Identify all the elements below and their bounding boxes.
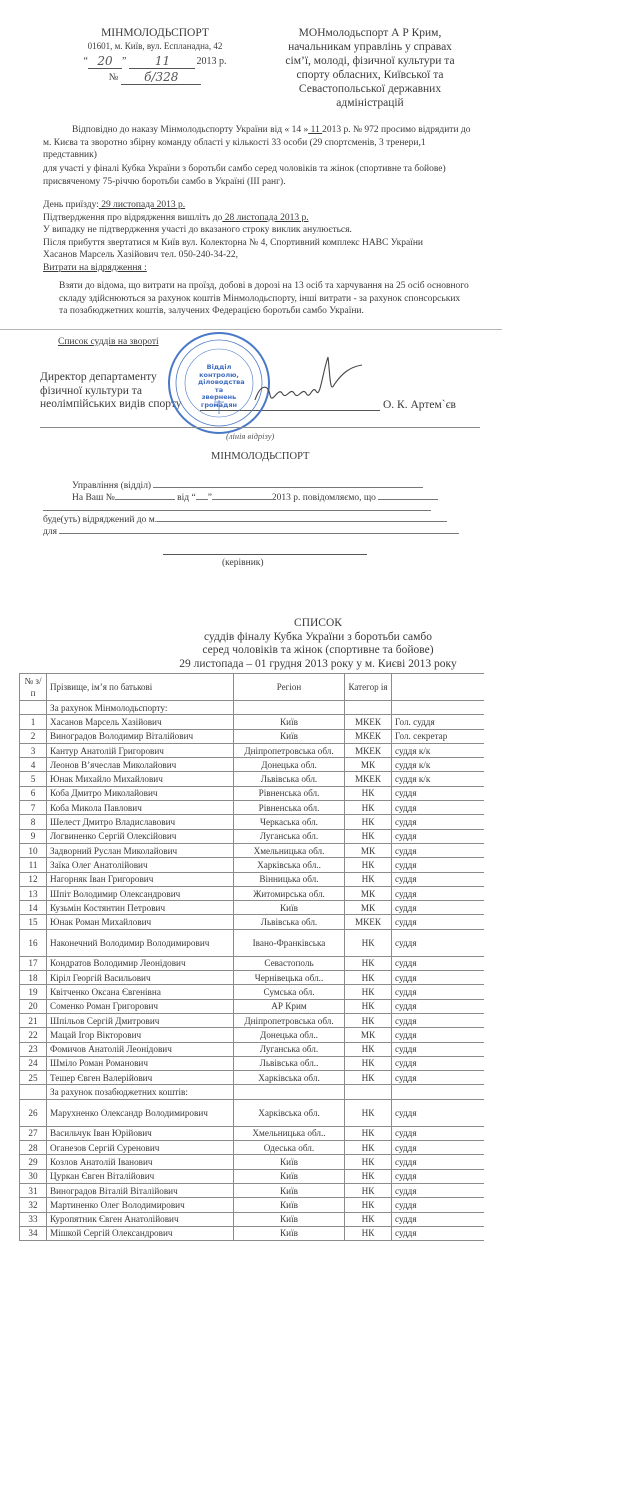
cell-role: суддя bbox=[392, 843, 485, 857]
cell-name: Кузьмін Костянтин Петрович bbox=[47, 901, 234, 915]
cell-role: суддя bbox=[392, 971, 485, 985]
confirm-deadline: Підтвердження про відрядження вишліть до 28 листопада 2013 р. bbox=[43, 212, 309, 223]
col-header-name: Прізвище, ім’я по батькові bbox=[47, 674, 234, 701]
purpose-paragraph: для участі у фіналі Кубка України з боротьби самбо серед чоловіків та жінок (спортивне та бойове) присвяченому 75-річчю боротьби самбо в Україні (ІІІ ранг). bbox=[43, 164, 446, 187]
cell-number: 33 bbox=[20, 1212, 47, 1226]
table-body bbox=[20, 701, 485, 1241]
cell-role: суддя bbox=[392, 985, 485, 999]
cell-number: 20 bbox=[20, 999, 47, 1013]
cell-category: НК bbox=[345, 1042, 392, 1056]
cell-region: Івано-Франківська bbox=[234, 929, 345, 956]
table-row bbox=[20, 985, 485, 999]
cell-region: Севастополь bbox=[234, 956, 345, 970]
table-row bbox=[20, 971, 485, 985]
col-header-number: № з/п bbox=[20, 674, 47, 701]
cell-name: Цуркан Євген Віталійович bbox=[47, 1169, 234, 1183]
cell-number: 26 bbox=[20, 1099, 47, 1126]
cell-number: 18 bbox=[20, 971, 47, 985]
cell-role: суддя bbox=[392, 956, 485, 970]
cut-line bbox=[40, 427, 480, 428]
list-subtitle: 29 листопада – 01 грудня 2013 року у м. Києві 2013 року bbox=[179, 657, 457, 670]
table-row bbox=[20, 956, 485, 970]
cell-category: НК bbox=[345, 801, 392, 815]
expenses-label: Витрати на відрядження : bbox=[43, 262, 147, 273]
cell-name: Мішкой Сергій Олександрович bbox=[47, 1226, 234, 1240]
cell-category: МК bbox=[345, 758, 392, 772]
cell-name: Марухненко Олександр Володимирович bbox=[47, 1099, 234, 1126]
cell-region: Луганська обл. bbox=[234, 1042, 345, 1056]
letter-date: “ 20 ” 11 2013 р. bbox=[83, 54, 227, 68]
head-signature-line bbox=[163, 554, 367, 555]
table-row bbox=[20, 1042, 485, 1056]
cell-category: МКЕК bbox=[345, 743, 392, 757]
cell-region: Дніпропетровська обл. bbox=[234, 743, 345, 757]
table-row bbox=[20, 999, 485, 1013]
recipient-line: сім’ї, молоді, фізичної культури та bbox=[285, 55, 455, 67]
section-row bbox=[20, 701, 485, 715]
cell-role: суддя к/к bbox=[392, 772, 485, 786]
cell-number: 8 bbox=[20, 815, 47, 829]
cell-region: Луганська обл. bbox=[234, 829, 345, 843]
cell-number: 16 bbox=[20, 929, 47, 956]
table-row bbox=[20, 715, 485, 729]
list-subtitle: серед чоловіків та жінок (спортивне та бойове) bbox=[202, 644, 434, 656]
table-row bbox=[20, 758, 485, 772]
cell-name: Леонов В’ячеслав Миколайович bbox=[47, 758, 234, 772]
cell-region: Хмельницька обл.. bbox=[234, 1126, 345, 1140]
cell-role: суддя к/к bbox=[392, 743, 485, 757]
cell-region: Рівненська обл. bbox=[234, 801, 345, 815]
cell-category: МК bbox=[345, 901, 392, 915]
signatory-position: Директор департаменту фізичної культури та неолімпійських видів спорту bbox=[40, 371, 182, 410]
sender-org: МІНМОЛОДЬСПОРТ bbox=[101, 27, 209, 39]
cell-name: Шпільов Сергій Дмитрович bbox=[47, 1013, 234, 1027]
cell-name: Мацай Ігор Вікторович bbox=[47, 1028, 234, 1042]
intro-paragraph: Відповідно до наказу Мінмолодьспорту України від « 14 » 11 2013 р. № 972 просимо відрядити до м. Києва та зворотно збірну команду області у кількості 33 особи (29 спортсменів, 3 тренери,1 представник) bbox=[43, 125, 471, 160]
recipient-block bbox=[280, 26, 460, 110]
recipient-line: адміністрацій bbox=[336, 97, 404, 109]
cell-role: суддя bbox=[392, 915, 485, 929]
cell-number: 23 bbox=[20, 1042, 47, 1056]
cell-name: Заїка Олег Анатолійович bbox=[47, 858, 234, 872]
cancel-note: У випадку не підтвердження участі до вказаного строку виклик анулюється. bbox=[43, 225, 352, 235]
cell-number: 7 bbox=[20, 801, 47, 815]
cell-role: суддя bbox=[392, 901, 485, 915]
table-row bbox=[20, 786, 485, 800]
cell-region: Харківська обл.. bbox=[234, 858, 345, 872]
reply-for-line: для bbox=[43, 523, 459, 539]
cell-number: 10 bbox=[20, 843, 47, 857]
reply-day-field[interactable] bbox=[196, 489, 208, 500]
table-row bbox=[20, 858, 485, 872]
after-arrival: Після прибуття звертатися м Київ вул. Колекторна № 4, Спортивний комплекс НАВС України bbox=[43, 237, 424, 248]
cell-number: 21 bbox=[20, 1013, 47, 1027]
cell-role: суддя bbox=[392, 1099, 485, 1126]
table-row bbox=[20, 886, 485, 900]
table-row bbox=[20, 801, 485, 815]
reply-org: МІНМОЛОДЬСПОРТ bbox=[211, 451, 310, 462]
cell-role: суддя bbox=[392, 1056, 485, 1070]
contact-person: Хасанов Марсель Хазійович тел. 050-240-34-22, bbox=[43, 250, 238, 260]
cell-role: суддя bbox=[392, 872, 485, 886]
table-row bbox=[20, 829, 485, 843]
cell-role: суддя bbox=[392, 815, 485, 829]
cell-number: 32 bbox=[20, 1198, 47, 1212]
cell-number: 29 bbox=[20, 1155, 47, 1169]
section-label: За рахунок Мінмолодьспорту: bbox=[47, 701, 234, 715]
table-row bbox=[20, 1099, 485, 1126]
cell-name: Нагорняк Іван Григорович bbox=[47, 872, 234, 886]
table-row bbox=[20, 1212, 485, 1226]
recipient-line: Севастопольської державних bbox=[298, 83, 442, 95]
cell-category: МК bbox=[345, 843, 392, 857]
cell-region: Київ bbox=[234, 715, 345, 729]
cell-region: Київ bbox=[234, 1212, 345, 1226]
cell-category: НК bbox=[345, 985, 392, 999]
cell-category: МК bbox=[345, 886, 392, 900]
list-title-block bbox=[0, 617, 636, 671]
cell-category: МКЕК bbox=[345, 729, 392, 743]
head-label: (керівник) bbox=[222, 558, 264, 568]
cell-role: суддя bbox=[392, 886, 485, 900]
divider bbox=[0, 329, 502, 330]
logistics-block bbox=[43, 199, 483, 274]
cell-name: Кантур Анатолій Григорович bbox=[47, 743, 234, 757]
letter-number-value: б/328 bbox=[121, 70, 201, 85]
cell-name: Виноградов Віталій Віталійович bbox=[47, 1183, 234, 1197]
table-row bbox=[20, 1226, 485, 1240]
cell-name: Мартиненко Олег Володимирович bbox=[47, 1198, 234, 1212]
cell-category: НК bbox=[345, 1126, 392, 1140]
cell-number: 25 bbox=[20, 1071, 47, 1085]
cell-category: НК bbox=[345, 1212, 392, 1226]
cell-name: Квітченко Оксана Євгенівна bbox=[47, 985, 234, 999]
cell-category: НК bbox=[345, 858, 392, 872]
recipient-line: начальникам управлінь у справах bbox=[288, 41, 452, 53]
cell-region: Львівська обл. bbox=[234, 915, 345, 929]
cell-region: Київ bbox=[234, 729, 345, 743]
cell-role: суддя bbox=[392, 1155, 485, 1169]
cell-role: суддя bbox=[392, 801, 485, 815]
table-row bbox=[20, 772, 485, 786]
cell-category: НК bbox=[345, 786, 392, 800]
cell-category: НК bbox=[345, 971, 392, 985]
cell-region: Хмельницька обл. bbox=[234, 843, 345, 857]
cell-name: Тешер Євген Валерійович bbox=[47, 1071, 234, 1085]
cell-number: 9 bbox=[20, 829, 47, 843]
cell-name: Шміло Роман Романович bbox=[47, 1056, 234, 1070]
cell-name: Соменко Роман Григорович bbox=[47, 999, 234, 1013]
cell-number: 24 bbox=[20, 1056, 47, 1070]
section-label: За рахунок позабюджетних коштів: bbox=[47, 1085, 234, 1099]
cell-role: суддя bbox=[392, 999, 485, 1013]
cell-role: суддя bbox=[392, 1198, 485, 1212]
col-header-role bbox=[392, 674, 485, 701]
cell-category: НК bbox=[345, 1071, 392, 1085]
cell-role: суддя bbox=[392, 1183, 485, 1197]
cell-region: Київ bbox=[234, 1226, 345, 1240]
cell-name: Наконечний Володимир Володимирович bbox=[47, 929, 234, 956]
reply-month-field[interactable] bbox=[212, 489, 272, 500]
cell-name: Козлов Анатолій Іванович bbox=[47, 1155, 234, 1169]
cell-number: 27 bbox=[20, 1126, 47, 1140]
cell-category: НК bbox=[345, 829, 392, 843]
cell-name: Виноградов Володимир Віталійович bbox=[47, 729, 234, 743]
cell-name: Куропятник Євген Анатолійович bbox=[47, 1212, 234, 1226]
table-row bbox=[20, 901, 485, 915]
cell-number: 17 bbox=[20, 956, 47, 970]
cell-region: Дніпропетровська обл. bbox=[234, 1013, 345, 1027]
reply-number-field[interactable] bbox=[115, 489, 175, 500]
cell-role: Гол. секретар bbox=[392, 729, 485, 743]
table-row bbox=[20, 843, 485, 857]
cell-region: Київ bbox=[234, 1183, 345, 1197]
cell-category: НК bbox=[345, 929, 392, 956]
cell-number: 30 bbox=[20, 1169, 47, 1183]
cell-category: НК bbox=[345, 956, 392, 970]
table-row bbox=[20, 1013, 485, 1027]
cell-role: суддя bbox=[392, 1042, 485, 1056]
cell-role: суддя bbox=[392, 1169, 485, 1183]
cell-role: суддя bbox=[392, 1212, 485, 1226]
cell-region: Харківська обл. bbox=[234, 1099, 345, 1126]
cell-region: Київ bbox=[234, 1198, 345, 1212]
cell-category: НК bbox=[345, 872, 392, 886]
purpose-field[interactable] bbox=[59, 523, 459, 534]
table-row bbox=[20, 1056, 485, 1070]
cell-role: суддя bbox=[392, 1126, 485, 1140]
cell-number: 3 bbox=[20, 743, 47, 757]
cell-role: Гол. суддя bbox=[392, 715, 485, 729]
cell-name: Шелест Дмитро Владиславович bbox=[47, 815, 234, 829]
cell-category: НК bbox=[345, 1198, 392, 1212]
cell-category: НК bbox=[345, 1155, 392, 1169]
cell-name: Васильчук Іван Юрійович bbox=[47, 1126, 234, 1140]
order-month: 11 bbox=[308, 125, 323, 135]
cell-category: МК bbox=[345, 1028, 392, 1042]
cell-region: Чернівецька обл.. bbox=[234, 971, 345, 985]
table-row bbox=[20, 743, 485, 757]
letter-number: № б/328 bbox=[60, 69, 250, 85]
cell-name: Хасанов Марсель Хазійович bbox=[47, 715, 234, 729]
cell-category: НК bbox=[345, 1141, 392, 1155]
table-row bbox=[20, 915, 485, 929]
date-month: 11 bbox=[129, 54, 195, 69]
cell-category: НК bbox=[345, 999, 392, 1013]
cell-number: 11 bbox=[20, 858, 47, 872]
cell-number: 19 bbox=[20, 985, 47, 999]
reply-dept-line: Управління (відділ) bbox=[72, 477, 423, 493]
section-row bbox=[20, 1085, 485, 1099]
list-subtitle: суддів фіналу Кубка України з боротьби самбо bbox=[204, 630, 432, 643]
signatory-name: О. К. Артем`єв bbox=[383, 399, 456, 411]
table-row bbox=[20, 815, 485, 829]
cell-region: Вінницька обл. bbox=[234, 872, 345, 886]
table-row bbox=[20, 1183, 485, 1197]
cell-role: суддя bbox=[392, 1071, 485, 1085]
expenses-text: Взяти до відома, що витрати на проїзд, добові в дорозі на 13 осіб та харчування на 25 осіб основного складу здійснюються за рахунок коштів Мінмолодьспорту, інші витрати - за рахунок спонсорських та позабюджетних коштів, залучених Федерацією боротьби самбо України. bbox=[59, 281, 469, 316]
table-header-row bbox=[20, 674, 485, 701]
cell-region: Житомирська обл. bbox=[234, 886, 345, 900]
cell-name: Логвиненко Сергій Олексійович bbox=[47, 829, 234, 843]
col-header-category: Категор ія bbox=[345, 674, 392, 701]
table-row bbox=[20, 929, 485, 956]
judges-table bbox=[19, 673, 484, 1241]
cell-number: 31 bbox=[20, 1183, 47, 1197]
cell-number: 4 bbox=[20, 758, 47, 772]
cell-category: НК bbox=[345, 1099, 392, 1126]
cell-region: Київ bbox=[234, 1169, 345, 1183]
cell-number: 28 bbox=[20, 1141, 47, 1155]
sender-block bbox=[60, 26, 250, 85]
reply-who-field[interactable] bbox=[378, 489, 438, 500]
judges-list-note: Список суддів на звороті bbox=[58, 337, 159, 347]
cell-name: Шпіт Володимир Олександрович bbox=[47, 886, 234, 900]
cell-name: Задворний Руслан Миколайович bbox=[47, 843, 234, 857]
table-row bbox=[20, 1169, 485, 1183]
cell-number: 14 bbox=[20, 901, 47, 915]
cell-role: суддя bbox=[392, 1028, 485, 1042]
cell-number: 5 bbox=[20, 772, 47, 786]
cell-number: 2 bbox=[20, 729, 47, 743]
date-year: 2013 р. bbox=[196, 56, 227, 67]
date-day: 20 bbox=[88, 54, 122, 69]
cell-region: Донецька обл.. bbox=[234, 1028, 345, 1042]
col-header-region: Регіон bbox=[234, 674, 345, 701]
list-title: СПИСОК bbox=[294, 617, 342, 629]
table-row bbox=[20, 1028, 485, 1042]
cell-role: суддя bbox=[392, 1226, 485, 1240]
cell-region: Донецька обл. bbox=[234, 758, 345, 772]
recipient-line: МОНмолодьспорт А Р Крим, bbox=[298, 27, 442, 39]
cell-number: 13 bbox=[20, 886, 47, 900]
cell-number: 15 bbox=[20, 915, 47, 929]
cell-role: суддя bbox=[392, 858, 485, 872]
stamp-center-text: Відділ контролю, діловодства та звернень громадян bbox=[198, 363, 245, 409]
cell-region: Рівненська обл. bbox=[234, 786, 345, 800]
cell-role: суддя bbox=[392, 929, 485, 956]
reply-sent-line: буде(уть) відряджений до м. bbox=[43, 511, 447, 527]
cell-category: МКЕК bbox=[345, 772, 392, 786]
cell-region: Харківська обл. bbox=[234, 1071, 345, 1085]
cell-name: Юнак Михайло Михайлович bbox=[47, 772, 234, 786]
cell-category: МКЕК bbox=[345, 915, 392, 929]
cell-role: суддя bbox=[392, 829, 485, 843]
dept-field[interactable] bbox=[153, 477, 423, 488]
cell-name: Оганезов Сергій Суренович bbox=[47, 1141, 234, 1155]
cell-category: НК bbox=[345, 815, 392, 829]
cut-line-label: (лінія відрізу) bbox=[226, 431, 275, 441]
table-row bbox=[20, 1071, 485, 1085]
cell-role: суддя bbox=[392, 1141, 485, 1155]
cell-role: суддя к/к bbox=[392, 758, 485, 772]
table-row bbox=[20, 1126, 485, 1140]
cell-region: Одеська обл. bbox=[234, 1141, 345, 1155]
table-row bbox=[20, 729, 485, 743]
cell-region: Київ bbox=[234, 1155, 345, 1169]
sender-address: 01601, м. Київ, вул. Еспланадна, 42 bbox=[87, 41, 223, 51]
cell-category: МКЕК bbox=[345, 715, 392, 729]
cell-region: Сумська обл. bbox=[234, 985, 345, 999]
cell-name: Коба Микола Павлович bbox=[47, 801, 234, 815]
cell-name: Коба Дмитро Миколайович bbox=[47, 786, 234, 800]
cell-category: НК bbox=[345, 1013, 392, 1027]
table-row bbox=[20, 1155, 485, 1169]
recipient-line: спорту обласних, Київської та bbox=[296, 69, 444, 81]
cell-region: Львівська обл.. bbox=[234, 1056, 345, 1070]
destination-field[interactable] bbox=[157, 511, 447, 522]
cell-number: 1 bbox=[20, 715, 47, 729]
cell-number: 6 bbox=[20, 786, 47, 800]
cell-name: Кондратов Володимир Леонідович bbox=[47, 956, 234, 970]
cell-category: НК bbox=[345, 1226, 392, 1240]
cell-role: суддя bbox=[392, 786, 485, 800]
cell-name: Кіріл Георгій Васильович bbox=[47, 971, 234, 985]
cell-category: НК bbox=[345, 1183, 392, 1197]
cell-name: Юнак Роман Михайлович bbox=[47, 915, 234, 929]
reply-number-line: На Ваш № від “ ” 2013 р. повідомляємо, що bbox=[72, 489, 438, 505]
handwritten-signature-icon bbox=[250, 345, 370, 415]
cell-region: АР Крим bbox=[234, 999, 345, 1013]
arrival-date: День приїзду: 29 листопада 2013 р. bbox=[43, 200, 186, 210]
cell-number: 12 bbox=[20, 872, 47, 886]
cell-category: НК bbox=[345, 1056, 392, 1070]
cell-role: суддя bbox=[392, 1013, 485, 1027]
table-row bbox=[20, 1141, 485, 1155]
cell-region: Черкаська обл. bbox=[234, 815, 345, 829]
table-row bbox=[20, 1198, 485, 1212]
table-row bbox=[20, 872, 485, 886]
cell-region: Київ bbox=[234, 901, 345, 915]
cell-region: Львівська обл. bbox=[234, 772, 345, 786]
cell-number: 34 bbox=[20, 1226, 47, 1240]
cell-category: НК bbox=[345, 1169, 392, 1183]
cell-name: Фомичов Анатолій Леонідович bbox=[47, 1042, 234, 1056]
cell-number: 22 bbox=[20, 1028, 47, 1042]
